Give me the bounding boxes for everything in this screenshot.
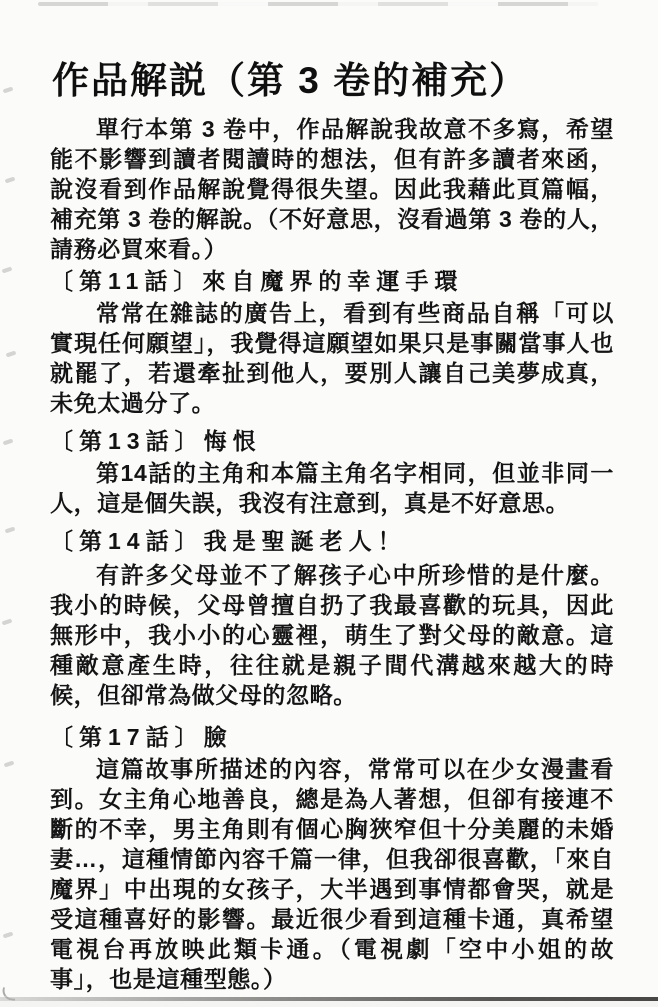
scan-artifact [3, 439, 14, 446]
section-heading-episode-11: 〔第11話〕來自魔界的幸運手環 [50, 268, 464, 294]
scan-artifact [3, 87, 14, 94]
paragraph-episode-11: 常常在雜誌的廣告上，看到有些商品自稱「可以實現任何願望」，我覺得這願望如果只是事關當事人也就罷了，若還牽扯到他人，要別人讓自己美夢成真，未免太過分了。 [50, 300, 614, 416]
scan-artifact [6, 351, 17, 358]
scan-artifact [2, 267, 13, 274]
scan-artifact [2, 619, 13, 626]
scan-artifact [4, 761, 15, 768]
scan-artifact-top-streak [38, 2, 598, 6]
paragraph-episode-17: 這篇故事所描述的內容，常常可以在少女漫畫看到。女主角心地善良，總是為人著想，但卻有接連不斷的不幸，男主角則有個心胸狹窄但十分美麗的未婚妻…，這種情節內容千篇一律，但我卻很喜歡，「來自魔界」中出現的女孩子，大半遇到事情都會哭，就是受這種喜好的影響。最近很少看到這種卡通，真希望電視台再放映此類卡通。（電視劇「空中小姐的故事」，也是這種型態。） [50, 756, 614, 992]
scan-artifact [5, 177, 16, 184]
page-content [50, 58, 614, 994]
section-heading-episode-13: 〔第13話〕悔恨 [50, 428, 262, 454]
section-heading-episode-14: 〔第14話〕我是聖誕老人！ [50, 528, 407, 554]
scan-artifact [5, 527, 16, 534]
page-title: 作品解説（第 3 卷的補充） [52, 60, 529, 101]
paragraph-intro: 單行本第 3 卷中，作品解說我故意不多寫，希望能不影響到讀者閱讀時的想法，但有許多讀者來函，說沒看到作品解說覺得很失望。因此我藉此頁篇幅，補充第 3 卷的解說。（不好意思，沒看過第 3 卷的人，請務必買來看。） [50, 116, 614, 262]
paragraph-episode-13: 第14話的主角和本篇主角名字相同，但並非同一人，這是個失誤，我沒有注意到，真是不好意思。 [50, 460, 614, 516]
scan-artifact [3, 932, 14, 939]
page-bottom-margin [0, 1001, 658, 1007]
section-heading-episode-17: 〔第17話〕臉 [50, 724, 233, 750]
paragraph-episode-14: 有許多父母並不了解孩子心中所珍惜的是什麼。我小的時候，父母曾擅自扔了我最喜歡的玩具，因此無形中，我小小的心靈裡，萌生了對父母的敵意。這種敵意產生時，往往就是親子間代溝越來越大的時候，但卻常為做父母的忽略。 [50, 562, 614, 708]
